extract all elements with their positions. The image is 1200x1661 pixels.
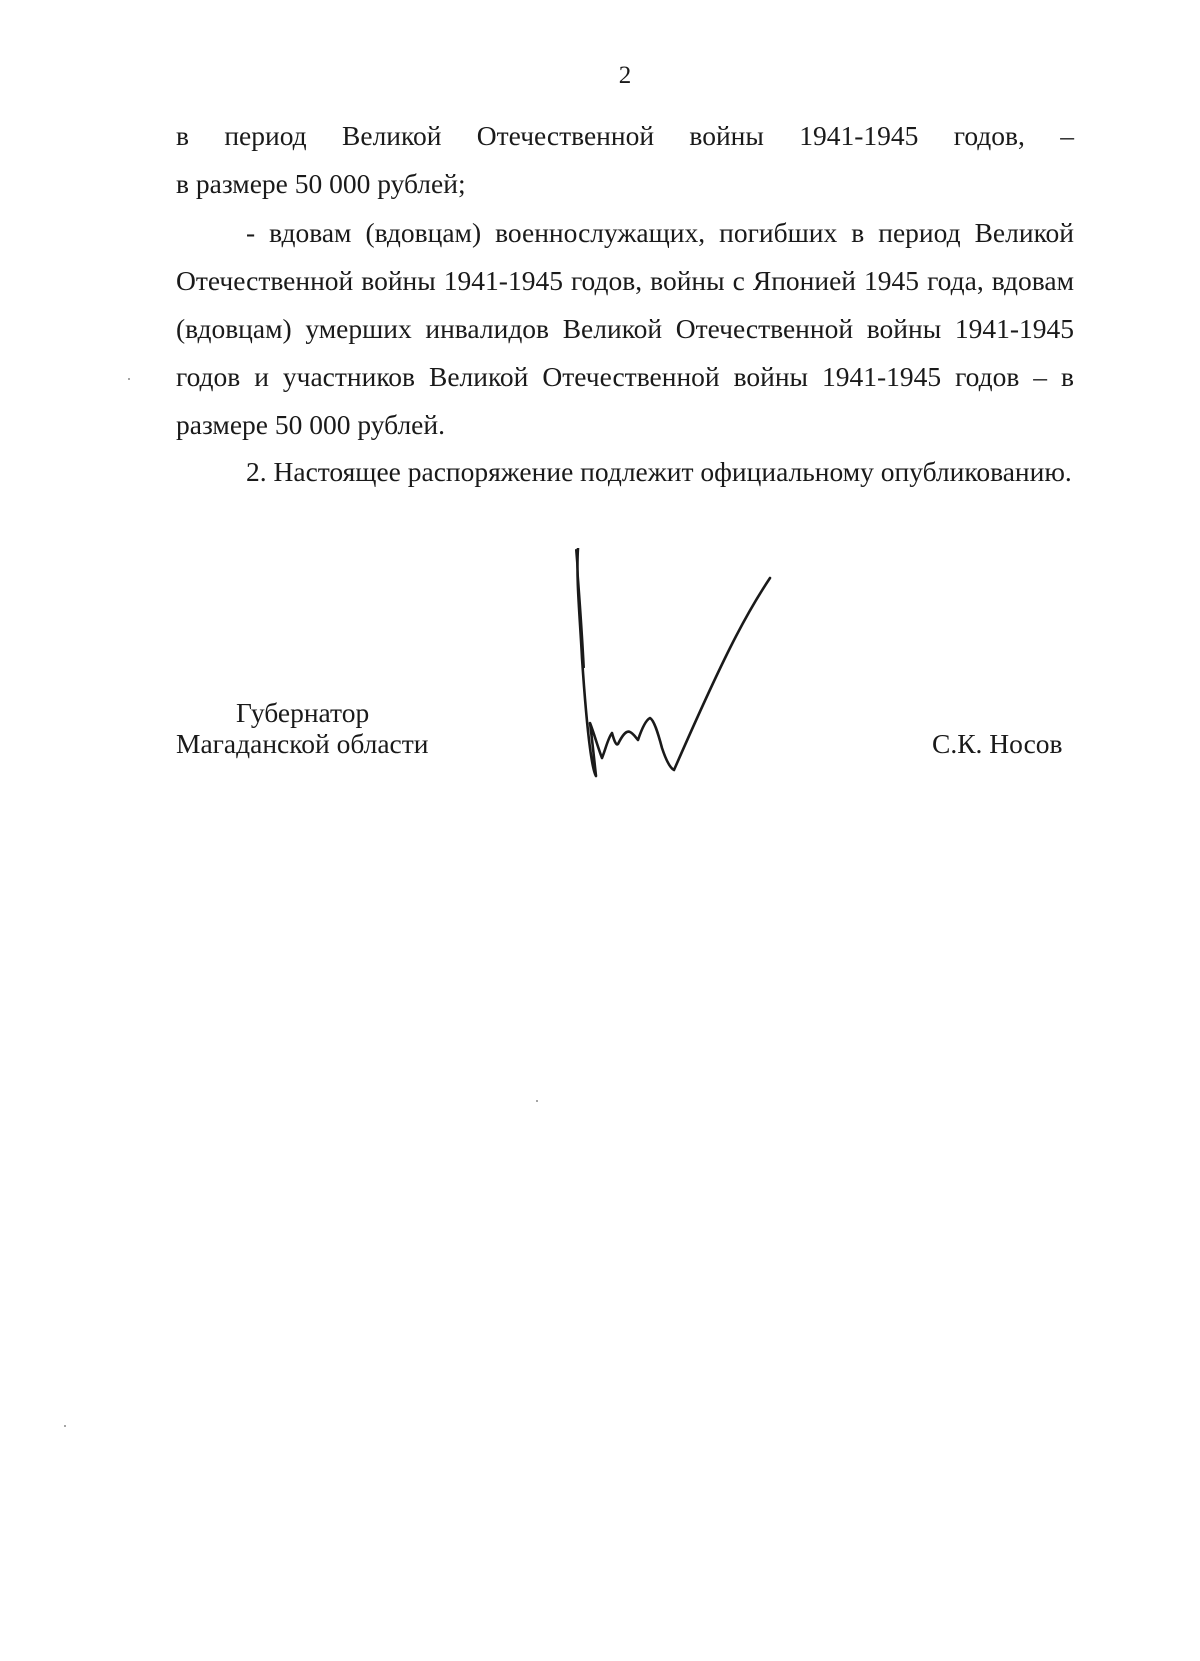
signature-stroke: [577, 548, 770, 776]
signatory-title-line-1: Губернатор: [236, 697, 370, 728]
paragraph-continuation-line-2: в размере 50 000 рублей;: [176, 168, 466, 199]
paragraph-continuation: [176, 112, 1074, 208]
paragraph-publication: 2. Настоящее распоряжение подлежит официальному опубликованию.: [246, 456, 1072, 487]
signer-name: С.К. Носов: [932, 728, 1063, 759]
handwritten-signature: [570, 548, 780, 778]
scan-speck: [536, 1100, 538, 1102]
signatory-title: [176, 697, 429, 759]
scan-speck: [64, 1425, 66, 1427]
signature-loop-stroke: [576, 550, 584, 668]
paragraph-continuation-line-1: в период Великой Отечественной войны 1941-1945 годов, –: [176, 120, 1074, 151]
scan-speck: [128, 378, 130, 380]
paragraph-widows: - вдовам (вдовцам) военнослужащих, погибших в период Великой Отечественной войны 1941-1945 годов, войны с Японией 1945 года, вдовам (вдовцам) умерших инвалидов Великой Отечественной войны 1941-1945 годов и участников Великой Отечественной войны 1941-1945 годов – в размере 50 000 рублей.: [176, 217, 1074, 440]
page-number: 2: [618, 62, 632, 89]
signatory-title-line-2: Магаданской области: [176, 728, 429, 759]
